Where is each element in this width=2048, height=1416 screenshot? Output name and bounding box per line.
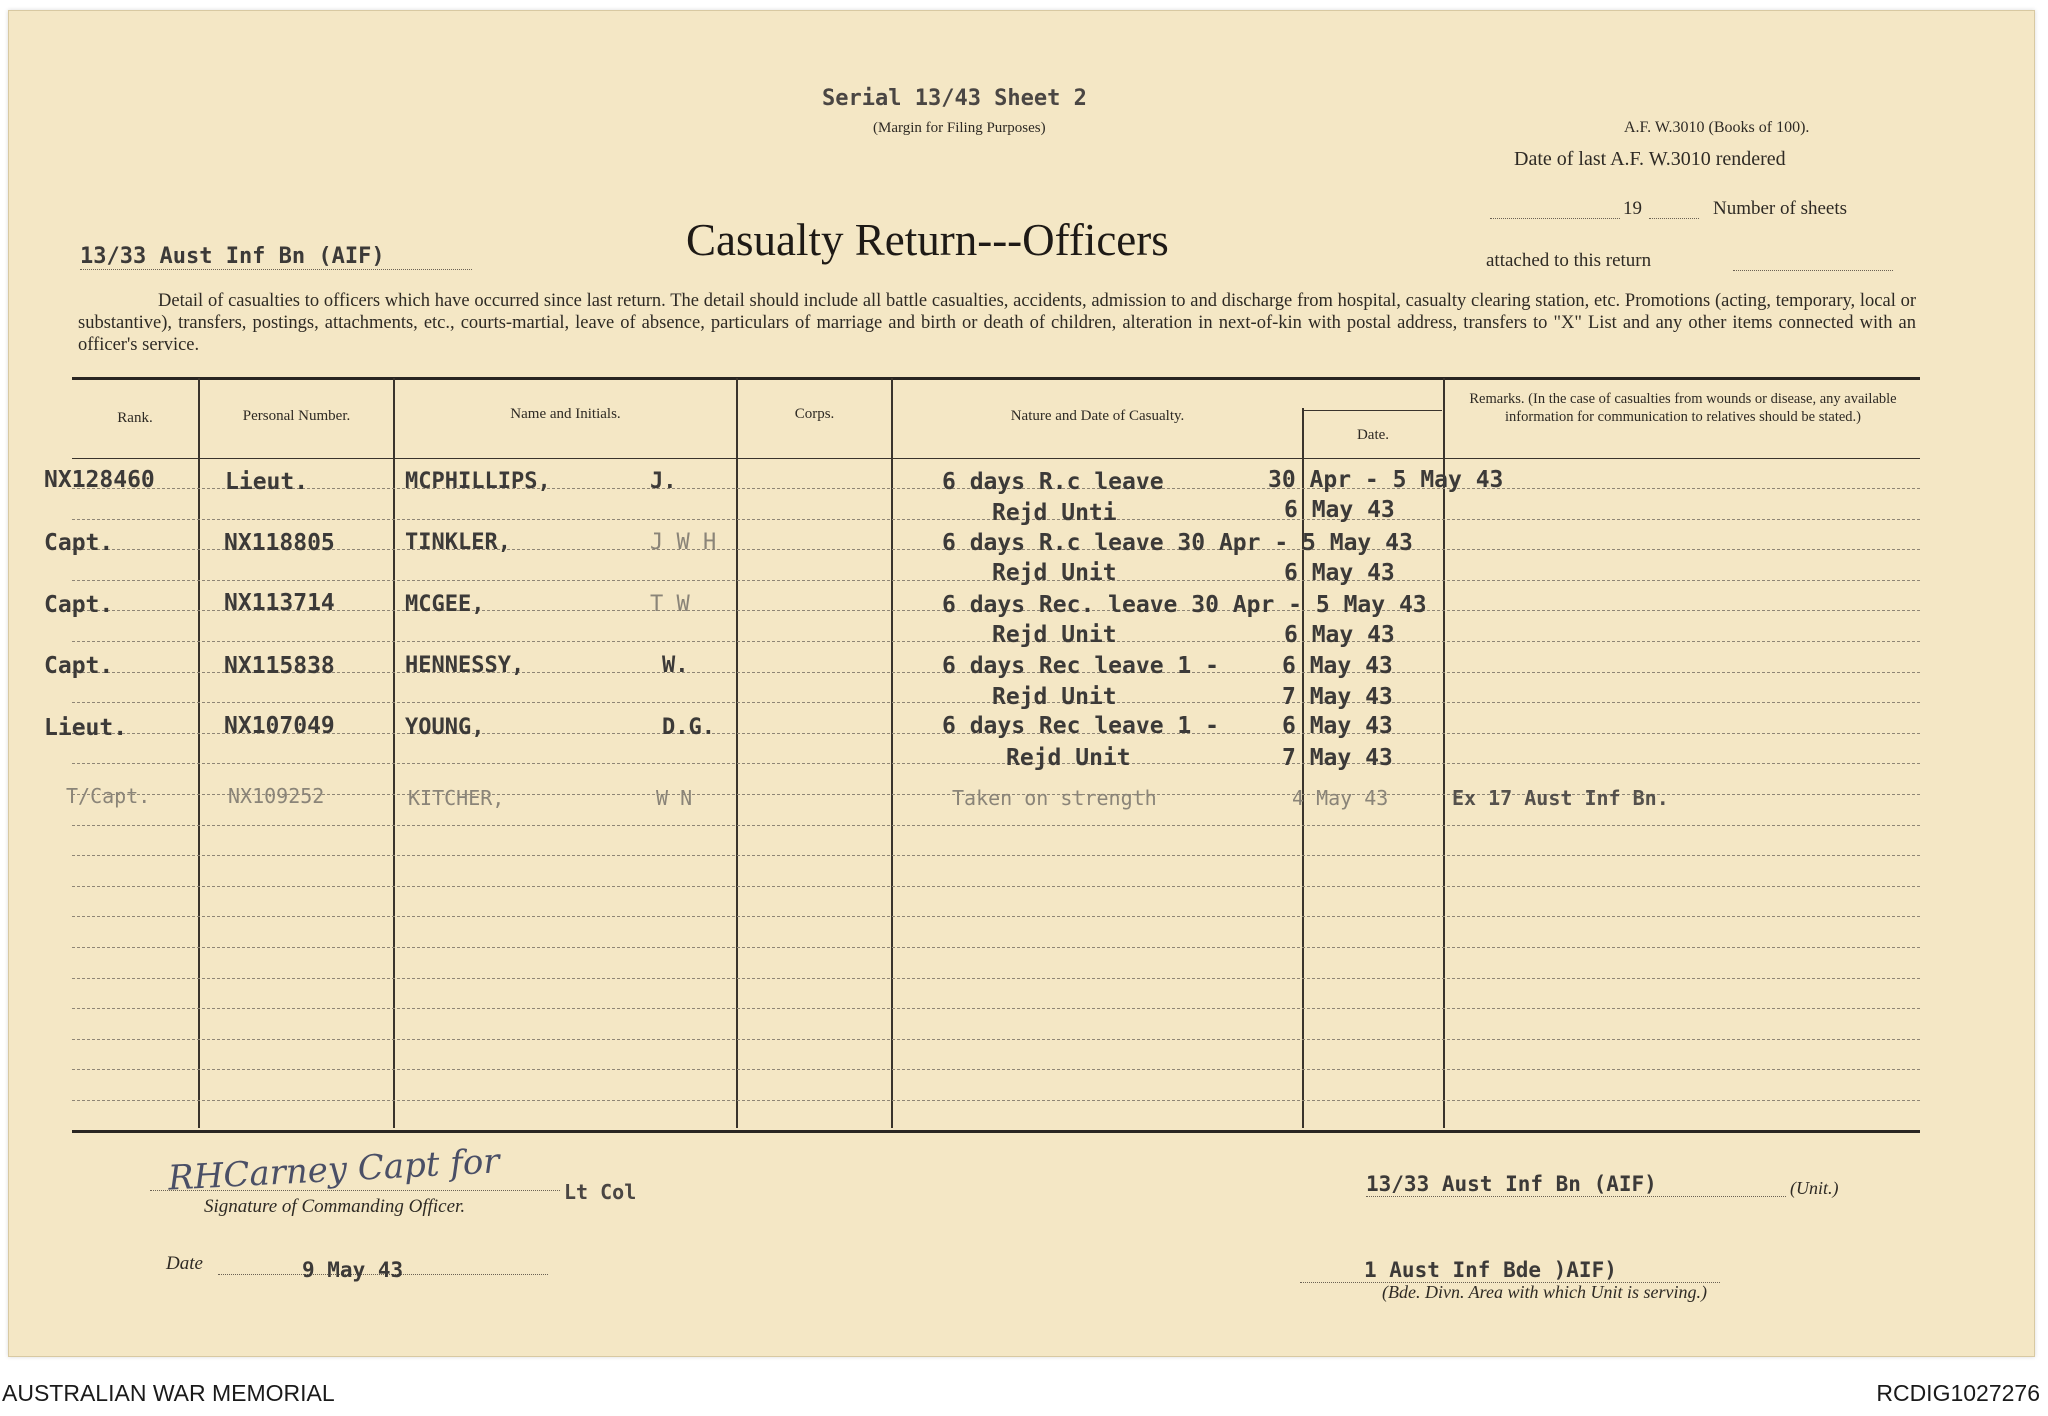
brigade-label: (Bde. Divn. Area with which Unit is serving.) xyxy=(1382,1282,1707,1302)
entry-period: 6 May 43 xyxy=(1282,653,1393,679)
entry-personal-number: NX113714 xyxy=(224,590,335,616)
header-divider xyxy=(72,458,1920,459)
entry-rank: T/Capt. xyxy=(66,784,151,808)
serial-number: Serial 13/43 Sheet 2 xyxy=(822,86,1087,111)
year-prefix: 19 xyxy=(1623,198,1642,219)
signature-label: Signature of Commanding Officer. xyxy=(204,1196,466,1217)
entry-surname: MCGEE, xyxy=(405,592,485,617)
commanding-officer-rank: Lt Col xyxy=(564,1180,637,1204)
col-header-nature: Nature and Date of Casualty. xyxy=(1010,408,1185,424)
entry-personal-number: Lieut. xyxy=(225,469,309,495)
entry-nature-2: Rejd Unit xyxy=(992,622,1117,648)
col-header-corps: Corps. xyxy=(794,406,835,422)
entry-personal-number: NX118805 xyxy=(224,530,335,556)
entry-nature: 6 days R.c leave xyxy=(942,469,1164,495)
table-bottom-rule xyxy=(72,1130,1920,1133)
col-sep-1 xyxy=(198,378,200,1128)
entry-surname: MCPHILLIPS, xyxy=(405,469,551,494)
entry-initials: W. xyxy=(662,653,689,678)
entry-initials: W N xyxy=(656,786,693,810)
col-header-name: Name and Initials. xyxy=(510,406,621,422)
col-header-rank: Rank. xyxy=(117,410,153,426)
entry-rank: Capt. xyxy=(44,530,114,556)
entry-period: 30 Apr - 5 May 43 xyxy=(1268,467,1504,493)
attached-blank xyxy=(1733,252,1893,271)
entry-remarks: Ex 17 Aust Inf Bn. xyxy=(1452,786,1669,810)
col-header-remarks: Remarks. (In the case of casualties from wounds or disease, any available information for communication to relatives should be stated.) xyxy=(1469,391,1897,425)
brigade-value: 1 Aust Inf Bde )AIF) xyxy=(1300,1258,1720,1283)
entry-nature-2: Rejd Unit xyxy=(992,684,1117,710)
entry-rank: NX128460 xyxy=(44,467,155,493)
date-subheader-rule xyxy=(1304,410,1442,411)
number-of-sheets-label: Number of sheets xyxy=(1713,198,1848,219)
entry-surname: HENNESSY, xyxy=(405,653,525,678)
entry-period: 6 May 43 xyxy=(1282,713,1393,739)
col-sep-4 xyxy=(891,378,893,1128)
entry-nature: 6 days Rec. leave 30 Apr - 5 May 43 xyxy=(942,592,1427,618)
entry-nature: 6 days Rec leave 1 - xyxy=(942,713,1219,739)
entry-rank: Capt. xyxy=(44,592,114,618)
form-code: A.F. W.3010 (Books of 100). xyxy=(1624,119,1810,136)
ruled-line xyxy=(72,855,1920,856)
ruled-line xyxy=(72,916,1920,917)
entry-personal-number: NX115838 xyxy=(224,653,335,679)
ruled-line xyxy=(72,763,1920,764)
entry-date: 7 May 43 xyxy=(1282,745,1393,771)
ruled-line xyxy=(72,947,1920,948)
col-sep-3 xyxy=(736,378,738,1128)
entry-nature-2: Rejd Unit xyxy=(1006,745,1131,771)
year-blank xyxy=(1649,200,1699,219)
entry-personal-number: NX109252 xyxy=(228,784,325,808)
page-title: Casualty Return---Officers xyxy=(686,215,1169,265)
entry-nature: Taken on strength xyxy=(952,786,1157,810)
entry-nature-2: Rejd Unti xyxy=(992,500,1117,526)
entry-rank: Lieut. xyxy=(44,715,128,741)
entry-date: 6 May 43 xyxy=(1284,560,1395,586)
unit-label: (Unit.) xyxy=(1790,1178,1839,1198)
entry-date: 6 May 43 xyxy=(1284,622,1395,648)
footer-archive-name: AUSTRALIAN WAR MEMORIAL xyxy=(2,1380,335,1406)
col-header-date: Date. xyxy=(1356,427,1390,443)
unit-value: 13/33 Aust Inf Bn (AIF) xyxy=(1366,1172,1786,1197)
col-sep-2 xyxy=(393,378,395,1128)
unit-typed: 13/33 Aust Inf Bn (AIF) xyxy=(80,244,472,270)
entry-nature: 6 days Rec leave 1 - xyxy=(942,653,1219,679)
entry-initials: D.G. xyxy=(662,715,715,740)
sheets-blank xyxy=(1490,200,1620,219)
date-last-rendered-label: Date of last A.F. W.3010 rendered xyxy=(1514,148,1786,170)
margin-note: (Margin for Filing Purposes) xyxy=(873,120,1046,136)
entry-surname: KITCHER, xyxy=(408,786,505,810)
entry-initials: T W xyxy=(650,592,690,617)
entry-date: 4 May 43 xyxy=(1292,786,1389,810)
date-value: 9 May 43 xyxy=(302,1258,404,1282)
ruled-line xyxy=(72,978,1920,979)
attached-label: attached to this return xyxy=(1486,250,1652,271)
entry-rank: Capt. xyxy=(44,653,114,679)
ruled-line xyxy=(72,1008,1920,1009)
entry-nature: 6 days R.c leave 30 Apr - 5 May 43 xyxy=(942,530,1413,556)
signature-line xyxy=(150,1170,560,1191)
ruled-line xyxy=(72,1100,1920,1101)
entry-initials: J W H xyxy=(650,530,717,555)
ruled-line xyxy=(72,825,1920,826)
entry-nature-2: Rejd Unit xyxy=(992,560,1117,586)
entry-surname: YOUNG, xyxy=(405,715,485,740)
footer-record-id: RCDIG1027276 xyxy=(1876,1380,2040,1406)
ruled-line xyxy=(72,1039,1920,1040)
table-top-rule xyxy=(72,377,1920,380)
ruled-line xyxy=(72,1069,1920,1070)
ruled-line xyxy=(72,886,1920,887)
entry-initials: J. xyxy=(650,469,677,494)
entry-date: 7 May 43 xyxy=(1282,684,1393,710)
entry-date: 6 May 43 xyxy=(1284,497,1395,523)
entry-surname: TINKLER, xyxy=(405,530,511,555)
entry-personal-number: NX107049 xyxy=(224,713,335,739)
col-header-personal-number: Personal Number. xyxy=(242,408,351,424)
instructions-text: Detail of casualties to officers which have occurred since last return. The detail should include all battle casualties, accidents, admission to and discharge from hospital, casualty clearing station, etc. Promotions (acting, temporary, local or substantive), transfers, postings, attachments, etc., courts-martial, leave of absence, particulars of marriage and birth or death of children, alteration in next-of-kin with postal address, transfers to "X" List and any other items connected with an officer's service. xyxy=(78,291,1916,355)
date-label: Date xyxy=(166,1253,203,1274)
commanding-officer-signature: RHCarney Capt for xyxy=(167,1141,501,1199)
